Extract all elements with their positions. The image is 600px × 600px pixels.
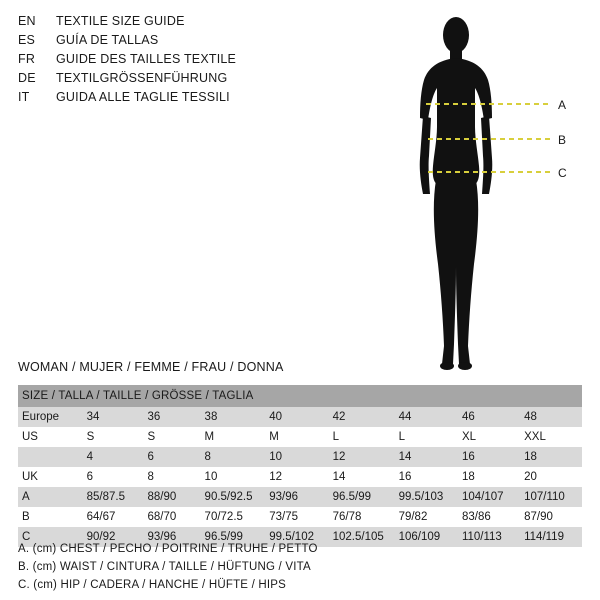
cell: 34 [83, 407, 144, 427]
legend-line-a: A. (cm) CHEST / PECHO / POITRINE / TRUHE / PETTO [18, 543, 318, 555]
cell: 14 [395, 447, 458, 467]
female-silhouette-icon [390, 8, 590, 378]
language-text: GUIDA ALLE TAGLIE TESSILI [56, 90, 230, 104]
woman-section-title: WOMAN / MUJER / FEMME / FRAU / DONNA [18, 360, 284, 374]
table-header-label: SIZE / TALLA / TAILLE / GRÖSSE / TAGLIA [18, 385, 582, 407]
language-row [18, 33, 438, 52]
language-list [18, 14, 438, 109]
cell: 110/113 [458, 527, 520, 547]
cell: 102.5/105 [329, 527, 395, 547]
cell: 16 [458, 447, 520, 467]
cell: 106/109 [395, 527, 458, 547]
cell: 79/82 [395, 507, 458, 527]
cell: 93/96 [143, 527, 200, 547]
cell: 87/90 [520, 507, 582, 527]
row-label: UK [18, 467, 83, 487]
cell: 76/78 [329, 507, 395, 527]
cell: S [83, 427, 144, 447]
cell: XL [458, 427, 520, 447]
measurement-legend [18, 543, 582, 597]
row-label: Europe [18, 407, 83, 427]
cell: 68/70 [143, 507, 200, 527]
cell: 83/86 [458, 507, 520, 527]
language-text: GUÍA DE TALLAS [56, 33, 159, 47]
legend-line-c: C. (cm) HIP / CADERA / HANCHE / HÜFTE / HIPS [18, 579, 287, 591]
cell: 46 [458, 407, 520, 427]
measure-label-c: C [558, 166, 567, 180]
cell: 107/110 [520, 487, 582, 507]
table-row [18, 467, 582, 487]
language-row [18, 52, 438, 71]
cell: 104/107 [458, 487, 520, 507]
cell: 99.5/102 [265, 527, 328, 547]
cell: 40 [265, 407, 328, 427]
table-header-row [18, 385, 582, 407]
cell: 16 [395, 467, 458, 487]
language-code: DE [18, 71, 36, 85]
cell: M [201, 427, 266, 447]
cell: 88/90 [143, 487, 200, 507]
cell: 18 [520, 447, 582, 467]
cell: 96.5/99 [201, 527, 266, 547]
measure-label-a: A [558, 98, 567, 112]
cell: XXL [520, 427, 582, 447]
cell: 38 [201, 407, 266, 427]
language-text: TEXTILE SIZE GUIDE [56, 14, 185, 28]
cell: 14 [329, 467, 395, 487]
cell: 48 [520, 407, 582, 427]
cell: 20 [520, 467, 582, 487]
row-label: C [18, 527, 83, 547]
cell: 12 [265, 467, 328, 487]
language-code: IT [18, 90, 30, 104]
cell: 4 [83, 447, 144, 467]
cell: 10 [201, 467, 266, 487]
cell: 93/96 [265, 487, 328, 507]
measure-label-b: B [558, 133, 567, 147]
table-row [18, 407, 582, 427]
cell: 64/67 [83, 507, 144, 527]
body-figure [390, 8, 590, 378]
legend-line-b: B. (cm) WAIST / CINTURA / TAILLE / HÜFTUNG / VITA [18, 561, 311, 573]
cell: 96.5/99 [329, 487, 395, 507]
language-row [18, 14, 438, 33]
cell: 36 [143, 407, 200, 427]
table-row [18, 427, 582, 447]
cell: 85/87.5 [83, 487, 144, 507]
cell: 10 [265, 447, 328, 467]
cell: 70/72.5 [201, 507, 266, 527]
table-row [18, 487, 582, 507]
cell: 73/75 [265, 507, 328, 527]
language-code: EN [18, 14, 36, 28]
cell: 12 [329, 447, 395, 467]
cell: 8 [201, 447, 266, 467]
table-row [18, 447, 582, 467]
cell: S [143, 427, 200, 447]
cell: 18 [458, 467, 520, 487]
cell: 114/119 [520, 527, 582, 547]
language-text: TEXTILGRÖSSENFÜHRUNG [56, 71, 228, 85]
table-row [18, 507, 582, 527]
cell: 90/92 [83, 527, 144, 547]
cell: L [395, 427, 458, 447]
language-text: GUIDE DES TAILLES TEXTILE [56, 52, 237, 66]
row-label [18, 447, 83, 467]
cell: 99.5/103 [395, 487, 458, 507]
cell: 90.5/92.5 [201, 487, 266, 507]
language-code: ES [18, 33, 36, 47]
row-label: A [18, 487, 83, 507]
cell: 44 [395, 407, 458, 427]
cell: 6 [83, 467, 144, 487]
cell: 42 [329, 407, 395, 427]
row-label: B [18, 507, 83, 527]
language-row [18, 90, 438, 109]
language-code: FR [18, 52, 36, 66]
language-row [18, 71, 438, 90]
row-label: US [18, 427, 83, 447]
cell: 8 [143, 467, 200, 487]
cell: 6 [143, 447, 200, 467]
cell: L [329, 427, 395, 447]
cell: M [265, 427, 328, 447]
size-table [18, 385, 582, 547]
